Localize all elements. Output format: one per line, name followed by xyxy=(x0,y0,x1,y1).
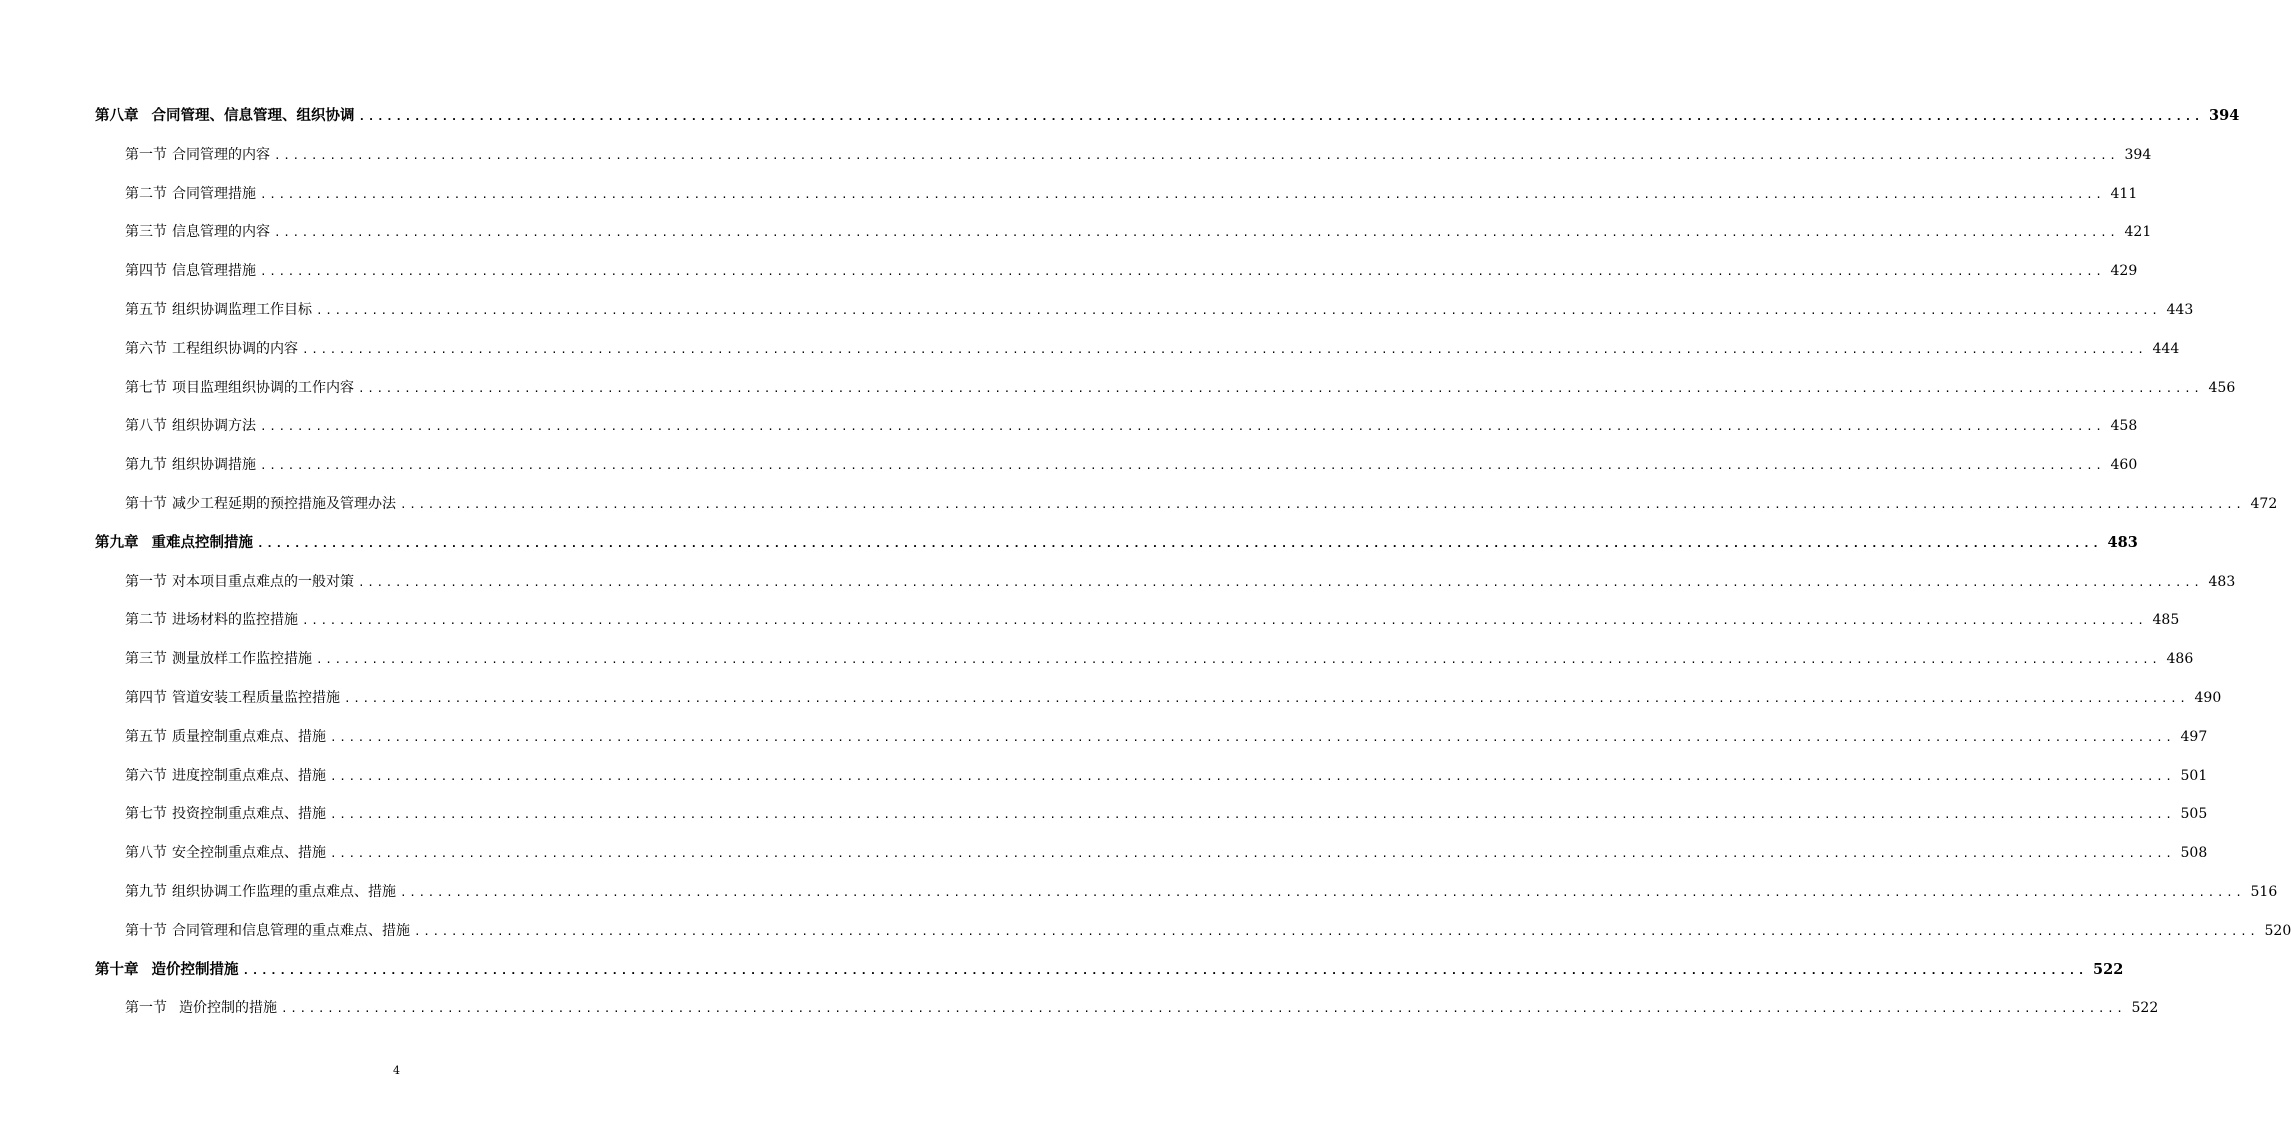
toc-dot-leader: ........................................................................................................................................................................................................ xyxy=(330,769,2175,783)
toc-dot-leader: ........................................................................................................................................................................................................ xyxy=(257,536,2102,550)
toc-section-entry[interactable] xyxy=(125,802,2208,826)
toc-section-entry[interactable] xyxy=(125,841,2208,865)
toc-entry-number: 第五节 xyxy=(125,302,167,318)
toc-entry-page: 472 xyxy=(2250,496,2278,512)
toc-dot-leader: ........................................................................................................................................................................................................ xyxy=(260,459,2105,473)
toc-entry-label xyxy=(125,182,256,206)
toc-section-entry[interactable] xyxy=(125,453,2138,477)
toc-dot-leader: ........................................................................................................................................................................................................ xyxy=(260,265,2105,279)
toc-section-entry[interactable] xyxy=(125,376,2236,400)
toc-section-entry[interactable] xyxy=(125,259,2138,283)
toc-section-entry[interactable] xyxy=(125,492,2278,516)
toc-dot-leader: ........................................................................................................................................................................................................ xyxy=(344,692,2189,705)
toc-dot-leader: ........................................................................................................................................................................................................ xyxy=(316,304,2161,317)
toc-entry-title: 质量控制重点难点、措施 xyxy=(172,728,326,745)
toc-entry-number: 第十章 xyxy=(95,960,139,978)
toc-entry-number: 第十节 xyxy=(125,922,167,939)
toc-entry-number: 第二节 xyxy=(125,612,167,629)
toc-chapter-entry[interactable] xyxy=(95,104,2240,128)
toc-entry-label xyxy=(125,220,270,244)
toc-entry-page: 429 xyxy=(2110,263,2138,280)
toc-entry-label xyxy=(95,958,239,982)
toc-entry-title: 组织协调监理工作目标 xyxy=(172,302,312,318)
toc-section-entry[interactable] xyxy=(125,725,2208,749)
toc-entry-title: 合同管理措施 xyxy=(172,185,256,202)
toc-dot-leader: ........................................................................................................................................................................................................ xyxy=(302,614,2147,628)
toc-entry-title: 信息管理的内容 xyxy=(172,224,270,241)
toc-entry-label xyxy=(125,337,298,361)
toc-entry-title: 信息管理措施 xyxy=(172,263,256,280)
toc-entry-page: 456 xyxy=(2208,379,2236,396)
toc-entry-label xyxy=(125,414,256,438)
toc-entry-title: 进场材料的监控措施 xyxy=(172,612,298,629)
toc-entry-title: 工程组织协调的内容 xyxy=(172,340,298,357)
toc-section-entry[interactable] xyxy=(125,182,2138,206)
toc-entry-label xyxy=(125,686,340,710)
toc-entry-page: 505 xyxy=(2180,806,2208,823)
toc-entry-title: 合同管理、信息管理、组织协调 xyxy=(151,107,355,124)
toc-section-entry[interactable] xyxy=(125,337,2180,361)
toc-entry-label xyxy=(125,453,256,477)
toc-entry-number: 第七节 xyxy=(125,379,167,396)
toc-entry-label xyxy=(125,492,396,516)
toc-entry-title: 合同管理和信息管理的重点难点、措施 xyxy=(172,922,410,939)
toc-dot-leader: ........................................................................................................................................................................................................ xyxy=(358,575,2203,589)
toc-entry-title: 对本项目重点难点的一般对策 xyxy=(172,573,354,590)
toc-entry-title: 投资控制重点难点、措施 xyxy=(172,806,326,823)
toc-section-entry[interactable] xyxy=(125,647,2194,671)
toc-entry-title: 造价控制措施 xyxy=(151,960,239,978)
toc-section-entry[interactable] xyxy=(125,414,2138,438)
toc-section-entry[interactable] xyxy=(125,570,2236,594)
page-number: 4 xyxy=(393,1064,400,1077)
toc-dot-leader: ........................................................................................................................................................................................................ xyxy=(358,381,2203,395)
toc-entry-page: 522 xyxy=(2093,960,2124,978)
toc-entry-page: 520 xyxy=(2264,922,2291,939)
toc-entry-label xyxy=(95,104,355,128)
toc-entry-label xyxy=(125,919,410,943)
toc-entry-page: 483 xyxy=(2208,573,2236,590)
toc-entry-number: 第三节 xyxy=(125,224,167,241)
toc-entry-number: 第九章 xyxy=(95,533,139,551)
toc-entry-page: 486 xyxy=(2166,651,2194,668)
toc-entry-number: 第八章 xyxy=(95,107,139,124)
toc-entry-page: 501 xyxy=(2180,767,2208,784)
toc-entry-title: 项目监理组织协调的工作内容 xyxy=(172,379,354,396)
toc-entry-title: 造价控制的措施 xyxy=(179,1000,277,1017)
toc-section-entry[interactable] xyxy=(125,686,2222,710)
toc-entry-page: 421 xyxy=(2124,224,2152,241)
toc-entry-page: 483 xyxy=(2107,533,2138,551)
toc-section-entry[interactable] xyxy=(125,298,2194,322)
toc-entry-title: 组织协调方法 xyxy=(172,418,256,435)
toc-section-entry[interactable] xyxy=(125,880,2278,904)
toc-entry-number: 第十节 xyxy=(125,496,167,512)
toc-dot-leader: ........................................................................................................................................................................................................ xyxy=(260,420,2105,434)
toc-dot-leader: ........................................................................................................................................................................................................ xyxy=(358,110,2204,123)
toc-entry-label xyxy=(125,259,256,283)
toc-entry-number: 第四节 xyxy=(125,690,167,706)
toc-entry-title: 合同管理的内容 xyxy=(172,146,270,163)
toc-dot-leader: ........................................................................................................................................................................................................ xyxy=(400,886,2245,899)
toc-dot-leader: ........................................................................................................................................................................................................ xyxy=(260,187,2105,201)
toc-entry-number: 第一节 xyxy=(125,573,167,590)
toc-entry-number: 第三节 xyxy=(125,651,167,668)
toc-dot-leader: ........................................................................................................................................................................................................ xyxy=(302,342,2147,356)
toc-entry-label xyxy=(125,647,312,671)
toc-dot-leader: ........................................................................................................................................................................................................ xyxy=(316,653,2161,667)
toc-entry-page: 394 xyxy=(2209,107,2240,124)
toc-entry-page: 411 xyxy=(2110,185,2138,202)
toc-entry-page: 508 xyxy=(2180,845,2208,862)
toc-section-entry[interactable] xyxy=(125,919,2291,943)
toc-entry-number: 第二节 xyxy=(125,185,167,202)
toc-entry-number: 第六节 xyxy=(125,767,167,784)
toc-entry-title: 组织协调工作监理的重点难点、措施 xyxy=(172,884,396,900)
toc-entry-title: 管道安装工程质量监控措施 xyxy=(172,690,340,706)
toc-dot-leader: ........................................................................................................................................................................................................ xyxy=(330,847,2175,861)
toc-entry-label xyxy=(125,996,277,1020)
toc-entry-number: 第四节 xyxy=(125,263,167,280)
toc-entry-label xyxy=(125,802,326,826)
toc-entry-number: 第九节 xyxy=(125,884,167,900)
toc-entry-number: 第一节 xyxy=(125,1000,167,1017)
toc-entry-page: 458 xyxy=(2110,418,2138,435)
toc-entry-number: 第一节 xyxy=(125,146,167,163)
toc-entry-number: 第五节 xyxy=(125,728,167,745)
toc-entry-number: 第九节 xyxy=(125,457,167,474)
toc-entry-page: 516 xyxy=(2250,884,2278,900)
toc-section-entry[interactable] xyxy=(125,143,2152,167)
toc-entry-label xyxy=(125,376,354,400)
toc-entry-page: 444 xyxy=(2152,340,2180,357)
toc-entry-label xyxy=(125,841,326,865)
toc-chapter-entry[interactable] xyxy=(95,531,2138,555)
toc-dot-leader: ........................................................................................................................................................................................................ xyxy=(330,730,2175,744)
toc-entry-label xyxy=(125,764,326,788)
toc-entry-page: 443 xyxy=(2166,302,2194,318)
toc-entry-label xyxy=(125,570,354,594)
toc-entry-number: 第七节 xyxy=(125,806,167,823)
toc-dot-leader: ........................................................................................................................................................................................................ xyxy=(242,963,2088,977)
toc-entry-page: 497 xyxy=(2180,728,2208,745)
toc-section-entry[interactable] xyxy=(125,220,2152,244)
toc-entry-label xyxy=(125,725,326,749)
toc-dot-leader: ........................................................................................................................................................................................................ xyxy=(330,808,2175,822)
toc-entry-number: 第八节 xyxy=(125,418,167,435)
toc-dot-leader: ........................................................................................................................................................................................................ xyxy=(400,498,2245,511)
toc-entry-page: 485 xyxy=(2152,612,2180,629)
toc-entry-page: 460 xyxy=(2110,457,2138,474)
toc-dot-leader: ........................................................................................................................................................................................................ xyxy=(414,924,2259,938)
toc-dot-leader: ........................................................................................................................................................................................................ xyxy=(274,148,2119,162)
toc-entry-label xyxy=(125,880,396,904)
toc-entry-title: 测量放样工作监控措施 xyxy=(172,651,312,668)
toc-entry-title: 进度控制重点难点、措施 xyxy=(172,767,326,784)
toc-entry-number: 第六节 xyxy=(125,340,167,357)
toc-chapter-entry[interactable] xyxy=(95,958,2124,982)
toc-entry-label xyxy=(125,143,270,167)
toc-entry-number: 第八节 xyxy=(125,845,167,862)
toc-entry-label xyxy=(125,298,312,322)
toc-entry-page: 394 xyxy=(2124,146,2152,163)
toc-entry-title: 重难点控制措施 xyxy=(151,533,253,551)
toc-dot-leader: ........................................................................................................................................................................................................ xyxy=(274,226,2119,240)
toc-entry-label xyxy=(95,531,253,555)
toc-entry-title: 减少工程延期的预控措施及管理办法 xyxy=(172,496,396,512)
toc-section-entry[interactable] xyxy=(125,764,2208,788)
toc-entry-page: 490 xyxy=(2194,690,2222,706)
toc-dot-leader: ........................................................................................................................................................................................................ xyxy=(281,1002,2126,1016)
toc-entry-title: 安全控制重点难点、措施 xyxy=(172,845,326,862)
toc-section-entry[interactable] xyxy=(125,996,2159,1020)
toc-entry-title: 组织协调措施 xyxy=(172,457,256,474)
toc-entry-label xyxy=(125,608,298,632)
toc-entry-page: 522 xyxy=(2131,1000,2159,1017)
toc-section-entry[interactable] xyxy=(125,608,2180,632)
